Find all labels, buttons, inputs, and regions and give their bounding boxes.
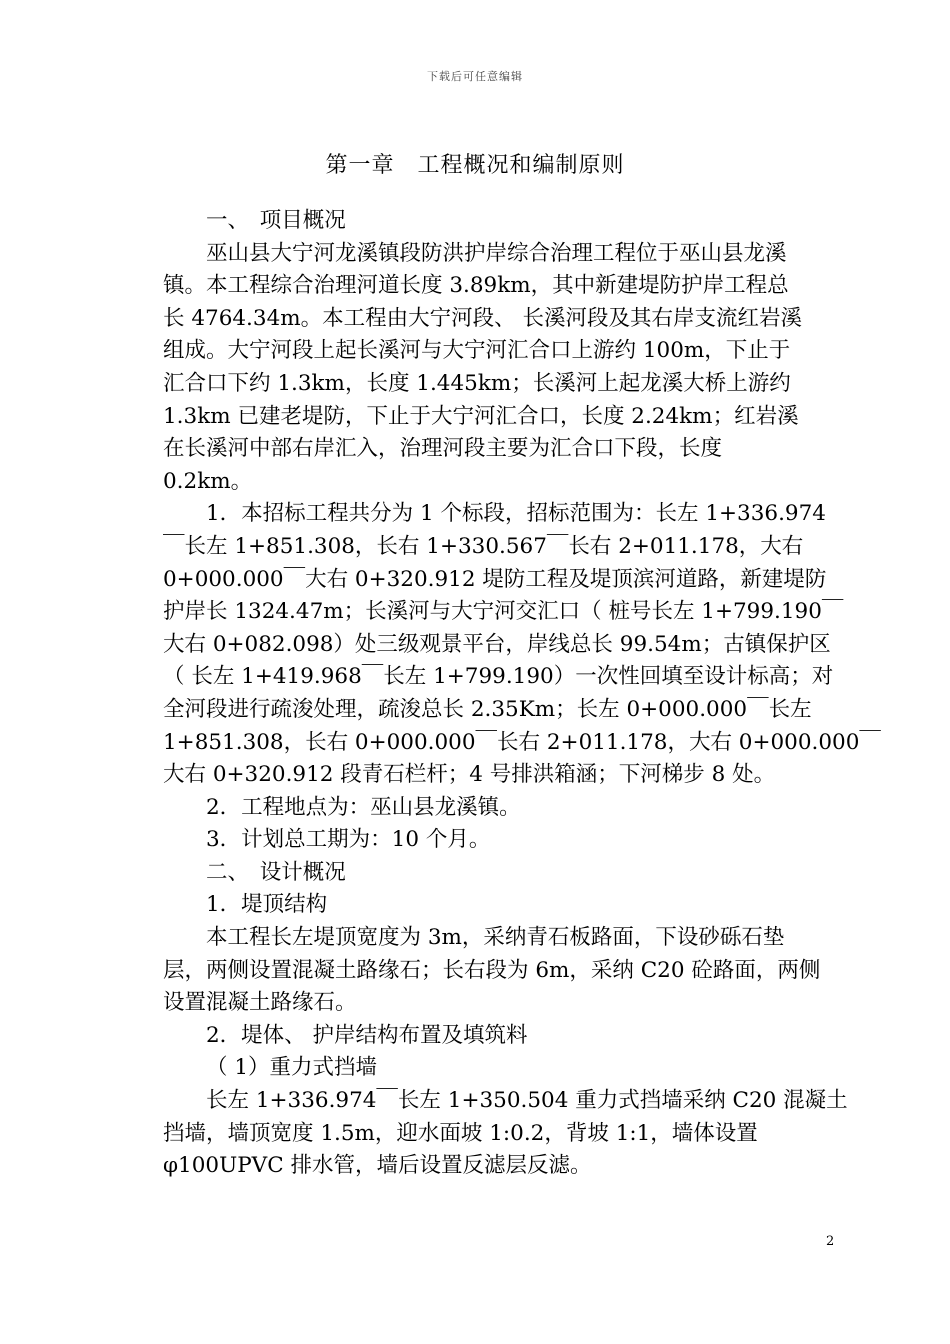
text-line: 1．本招标工程共分为 1 个标段，招标范围为：长左 1+336.974 [206, 501, 826, 527]
text-line: 1.3km 已建老堤防，下止于大宁河汇合口，长度 2.24km；红岩溪 [163, 403, 799, 429]
text-line: 层，两侧设置混凝土路缘石；长右段为 6m，采纳 C20 砼路面，两侧 [163, 957, 821, 983]
text-line: （ 1）重力式挡墙 [206, 1055, 378, 1081]
chapter-title: 第一章 工程概况和编制原则 [325, 153, 625, 178]
text-line: 在长溪河中部右岸汇入，治理河段主要为汇合口下段，长度 [163, 436, 723, 462]
text-line: 3．计划总工期为：10 个月。 [206, 827, 491, 853]
text-line: ￣长左 1+851.308，长右 1+330.567￣长右 2+011.178，大右 [163, 533, 804, 559]
text-line: 组成。大宁河段上起长溪河与大宁河汇合口上游约 100m，下止于 [163, 338, 791, 364]
text-line: 0.2km。 [163, 468, 253, 494]
text-line: 大右 0+082.098）处三级观景平台，岸线总长 99.54m；古镇保护区 [163, 631, 831, 657]
page-header: 下载后可任意编辑 [427, 70, 523, 83]
text-line: 一、 项目概况 [206, 208, 346, 233]
text-line: 镇。本工程综合治理河道长度 3.89km，其中新建堤防护岸工程总 [163, 273, 789, 299]
text-line: 0+000.000￣大右 0+320.912 堤防工程及堤顶滨河道路，新建堤防 [163, 566, 827, 592]
page-number: 2 [826, 1234, 835, 1249]
text-line: 护岸长 1324.47m；长溪河与大宁河交汇口（ 桩号长左 1+799.190￣ [163, 599, 844, 625]
text-line: 1+851.308，长右 0+000.000￣长右 2+011.178，大右 0+000.000￣ [163, 729, 881, 755]
text-line: 1．堤顶结构 [206, 892, 328, 918]
text-line: 2．工程地点为：巫山县龙溪镇。 [206, 794, 521, 820]
text-line: 本工程长左堤顶宽度为 3m，采纳青石板路面，下设砂砾石垫 [206, 925, 785, 951]
text-line: 设置混凝土路缘石。 [163, 990, 357, 1016]
text-line: （ 长左 1+419.968￣长左 1+799.190）一次性回填至设计标高；对 [163, 664, 834, 690]
text-line: 二、 设计概况 [206, 859, 346, 885]
text-line: 挡墙，墙顶宽度 1.5m，迎水面坡 1:0.2，背坡 1:1，墙体设置 [163, 1120, 758, 1146]
body-text [163, 205, 881, 1183]
text-line: 长 4764.34m。本工程由大宁河段、 长溪河段及其右岸支流红岩溪 [163, 305, 802, 331]
text-line: 2．堤体、 护岸结构布置及填筑料 [206, 1022, 528, 1048]
text-line: 大右 0+320.912 段青石栏杆；4 号排洪箱涵；下河梯步 8 处。 [163, 762, 776, 788]
text-line: φ100UPVC 排水管，墙后设置反滤层反滤。 [163, 1153, 592, 1179]
text-line: 汇合口下约 1.3km，长度 1.445km；长溪河上起龙溪大桥上游约 [163, 370, 791, 396]
text-line: 全河段进行疏浚处理，疏浚总长 2.35Km；长左 0+000.000￣长左 [163, 696, 812, 722]
text-line: 长左 1+336.974￣长左 1+350.504 重力式挡墙采纳 C20 混凝土 [206, 1088, 848, 1114]
text-line: 巫山县大宁河龙溪镇段防洪护岸综合治理工程位于巫山县龙溪 [206, 240, 787, 266]
